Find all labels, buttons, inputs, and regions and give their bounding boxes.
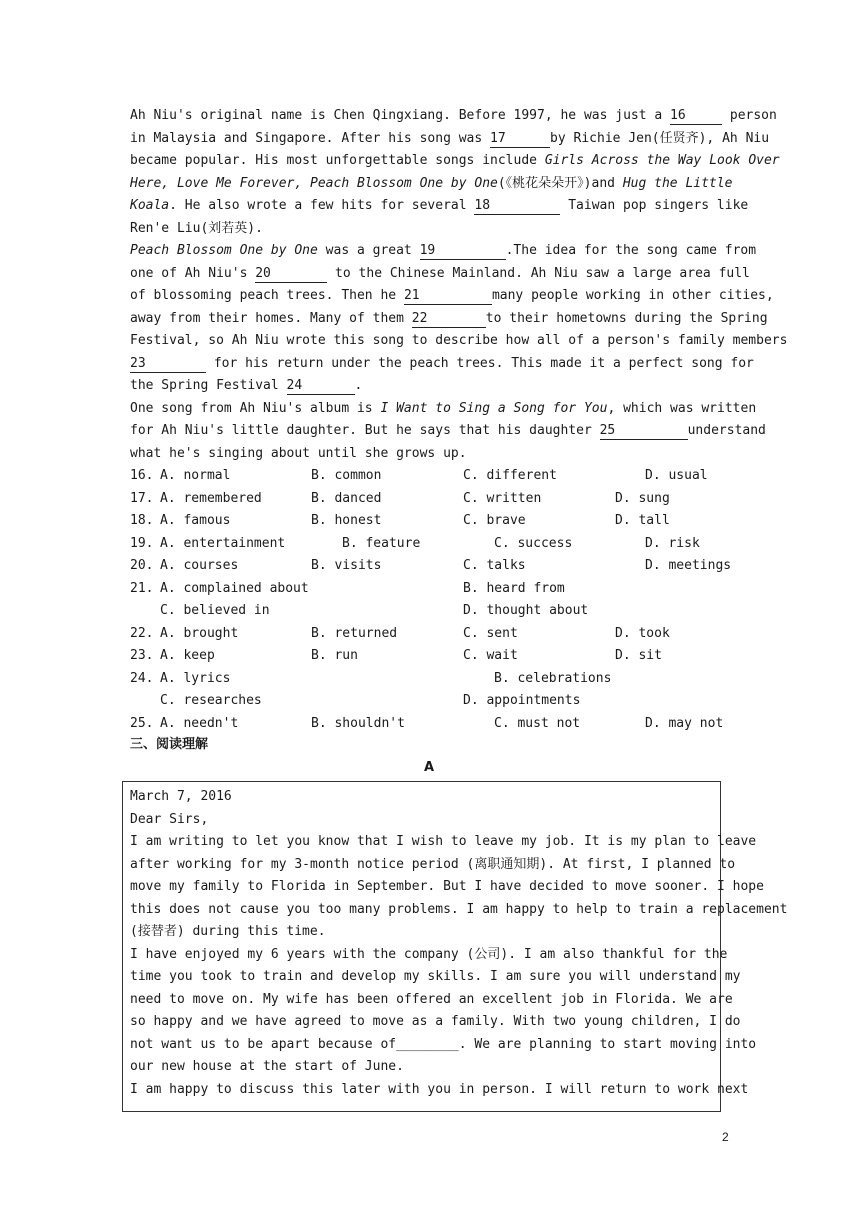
question-number: 22.: [130, 625, 154, 641]
question-25: [130, 713, 740, 736]
letter-line: I am happy to discuss this later with you in person. I will return to work next: [130, 1081, 749, 1097]
passage-line: Ren'e Liu(刘若英).: [130, 220, 263, 236]
option-d[interactable]: D. risk: [645, 535, 700, 551]
option-d[interactable]: D. may not: [645, 715, 724, 731]
option-b[interactable]: B. feature: [342, 535, 421, 551]
option-c[interactable]: C. wait: [463, 648, 518, 663]
cloze-passage: [130, 105, 788, 465]
blank-24: 24: [287, 377, 355, 395]
option-d[interactable]: D. meetings: [645, 558, 732, 573]
option-c[interactable]: C. success: [494, 535, 573, 551]
option-b[interactable]: B. danced: [311, 490, 382, 506]
passage-line: Ah Niu's original name is Chen Qingxiang. Before 1997, he was just a 16 person: [130, 108, 777, 123]
letter-line: need to move on. My wife has been offered an excellent job in Florida. We are: [130, 991, 733, 1007]
question-list: [130, 465, 740, 735]
passage-line: in Malaysia and Singapore. After his song was 17 by Richie Jen(任贤齐), Ah Niu: [130, 130, 770, 146]
question-24: [130, 668, 740, 691]
letter-line: I am writing to let you know that I wish to leave my job. It is my plan to leave: [130, 834, 757, 849]
option-a[interactable]: A. needn't: [160, 715, 239, 731]
blank-17: 17: [490, 130, 550, 148]
option-a[interactable]: A. keep: [160, 648, 215, 663]
question-23: [130, 645, 740, 668]
question-number: 23.: [130, 648, 154, 663]
question-number: 21.: [130, 580, 154, 596]
blank-22: 22: [412, 310, 486, 328]
page-number: 2: [722, 1130, 729, 1144]
option-b[interactable]: B. visits: [311, 558, 382, 573]
question-18: [130, 510, 740, 533]
section-title: 三、阅读理解: [130, 737, 209, 752]
option-b[interactable]: B. returned: [311, 625, 398, 641]
blank-16: 16: [670, 107, 722, 125]
option-b[interactable]: B. common: [311, 468, 382, 483]
option-d[interactable]: D. usual: [645, 468, 708, 483]
option-d[interactable]: D. thought about: [463, 603, 589, 618]
option-b[interactable]: B. heard from: [463, 580, 565, 596]
letter-line: I have enjoyed my 6 years with the company (公司). I am also thankful for the: [130, 946, 728, 962]
letter-text: [130, 786, 788, 1101]
passage-line: what he's singing about until she grows up.: [130, 445, 467, 461]
blank-21: 21: [404, 287, 492, 305]
option-d[interactable]: D. tall: [615, 513, 670, 528]
option-a[interactable]: A. complained about: [160, 580, 309, 596]
option-a[interactable]: A. famous: [160, 513, 231, 528]
option-c[interactable]: C. talks: [463, 558, 526, 573]
option-b[interactable]: B. shouldn't: [311, 715, 405, 731]
blank-19: 19: [420, 242, 506, 260]
passage-line: the Spring Festival 24 .: [130, 378, 363, 393]
option-a[interactable]: A. entertainment: [160, 535, 286, 551]
letter-date: March 7, 2016: [130, 789, 232, 804]
option-c[interactable]: C. must not: [494, 715, 581, 731]
question-number: 25.: [130, 715, 154, 731]
option-d[interactable]: D. sit: [615, 648, 662, 663]
passage-line: Peach Blossom One by One was a great 19 .The idea for the song came from: [130, 243, 757, 258]
option-d[interactable]: D. took: [615, 625, 670, 641]
passage-line: Koala. He also wrote a few hits for several 18 Taiwan pop singers like: [130, 198, 749, 213]
option-c[interactable]: C. researches: [160, 693, 262, 708]
option-c[interactable]: C. brave: [463, 513, 526, 528]
passage-line: away from their homes. Many of them 22 to their hometowns during the Spring: [130, 310, 768, 326]
blank-23: 23: [130, 355, 206, 373]
question-21: [130, 578, 740, 601]
passage-line: of blossoming peach trees. Then he 21 many people working in other cities,: [130, 288, 774, 303]
option-b[interactable]: B. run: [311, 648, 358, 663]
question-number: 24.: [130, 670, 154, 686]
letter-line: (接替者) during this time.: [130, 924, 326, 939]
blank-18: 18: [474, 197, 560, 215]
passage-line: Here, Love Me Forever, Peach Blossom One by One(《桃花朵朵开》)and Hug the Little: [130, 175, 733, 191]
passage-line: Festival, so Ah Niu wrote this song to describe how all of a person's family members: [130, 333, 788, 348]
option-a[interactable]: A. brought: [160, 625, 239, 641]
question-19: [130, 533, 740, 556]
question-21-cont: [130, 600, 740, 623]
letter-line: not want us to be apart because of________. We are planning to start moving into: [130, 1036, 757, 1052]
option-c[interactable]: C. written: [463, 490, 542, 506]
option-d[interactable]: D. sung: [615, 490, 670, 506]
question-17: [130, 488, 740, 511]
option-d[interactable]: D. appointments: [463, 693, 581, 708]
letter-line: time you took to train and develop my skills. I am sure you will understand my: [130, 969, 741, 984]
question-number: 16.: [130, 468, 154, 483]
blank-25: 25: [600, 422, 688, 440]
letter-salutation: Dear Sirs,: [130, 811, 209, 827]
option-b[interactable]: B. celebrations: [494, 670, 612, 686]
question-number: 17.: [130, 490, 154, 506]
letter-line: after working for my 3-month notice period (离职通知期). At first, I planned to: [130, 856, 736, 872]
option-a[interactable]: A. remembered: [160, 490, 262, 506]
question-16: [130, 465, 740, 488]
question-number: 20.: [130, 558, 154, 573]
question-24-cont: [130, 690, 740, 713]
passage-label: A: [424, 760, 435, 775]
option-c[interactable]: C. believed in: [160, 603, 270, 618]
option-a[interactable]: A. courses: [160, 558, 239, 573]
option-c[interactable]: C. different: [463, 468, 557, 483]
letter-line: this does not cause you too many problems. I am happy to help to train a replacement: [130, 901, 788, 917]
passage-line: became popular. His most unforgettable songs include Girls Across the Way Look Over: [130, 153, 780, 168]
option-c[interactable]: C. sent: [463, 625, 518, 641]
option-a[interactable]: A. lyrics: [160, 670, 231, 686]
letter-line: move my family to Florida in September. But I have decided to move sooner. I hope: [130, 879, 764, 894]
passage-line: One song from Ah Niu's album is I Want to Sing a Song for You, which was written: [130, 400, 757, 416]
question-number: 19.: [130, 535, 154, 551]
option-a[interactable]: A. normal: [160, 468, 231, 483]
letter-line: our new house at the start of June.: [130, 1059, 404, 1074]
blank-20: 20: [255, 265, 327, 283]
question-20: [130, 555, 740, 578]
letter-line: so happy and we have agreed to move as a family. With two young children, I do: [130, 1014, 741, 1029]
passage-line: one of Ah Niu's 20 to the Chinese Mainland. Ah Niu saw a large area full: [130, 265, 750, 281]
option-b[interactable]: B. honest: [311, 513, 382, 528]
question-22: [130, 623, 740, 646]
passage-line: 23 for his return under the peach trees. This made it a perfect song for: [130, 355, 754, 371]
question-number: 18.: [130, 513, 154, 528]
passage-line: for Ah Niu's little daughter. But he says that his daughter 25 understand: [130, 423, 766, 438]
